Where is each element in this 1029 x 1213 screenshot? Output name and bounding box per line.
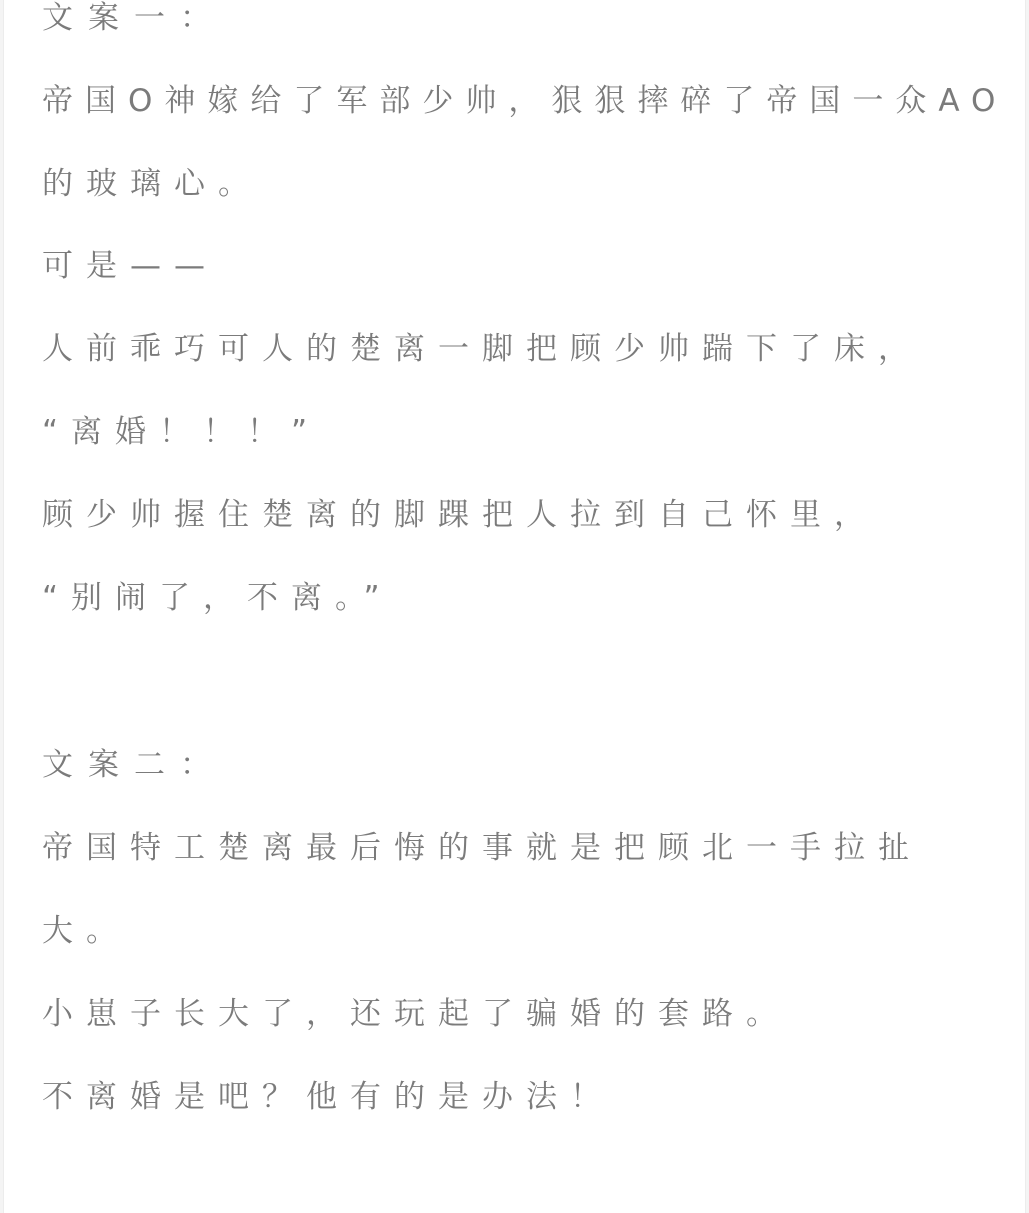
synopsis-line: 帝国O神嫁给了军部少帅，狠狠摔碎了帝国一众AO <box>42 83 1008 119</box>
synopsis-line: 大。 <box>42 913 130 949</box>
synopsis-line: “离婚！！！” <box>42 414 321 450</box>
synopsis-line: 帝国特工楚离最后悔的事就是把顾北一手拉扯 <box>42 830 922 866</box>
synopsis-line: “别闹了，不离。” <box>42 580 393 616</box>
synopsis-heading-1: 文案一： <box>42 0 226 36</box>
synopsis-line: 人前乖巧可人的楚离一脚把顾少帅踹下了床， <box>42 331 922 367</box>
synopsis-heading-2: 文案二： <box>42 747 226 783</box>
synopsis-line: 小崽子长大了，还玩起了骗婚的套路。 <box>42 996 790 1032</box>
synopsis-line: 顾少帅握住楚离的脚踝把人拉到自己怀里， <box>42 497 878 533</box>
synopsis-line: 不离婚是吧？他有的是办法！ <box>42 1079 614 1115</box>
synopsis-line: 可是—— <box>42 248 218 284</box>
document-page <box>3 0 1026 1213</box>
synopsis-line: 的玻璃心。 <box>42 166 262 202</box>
